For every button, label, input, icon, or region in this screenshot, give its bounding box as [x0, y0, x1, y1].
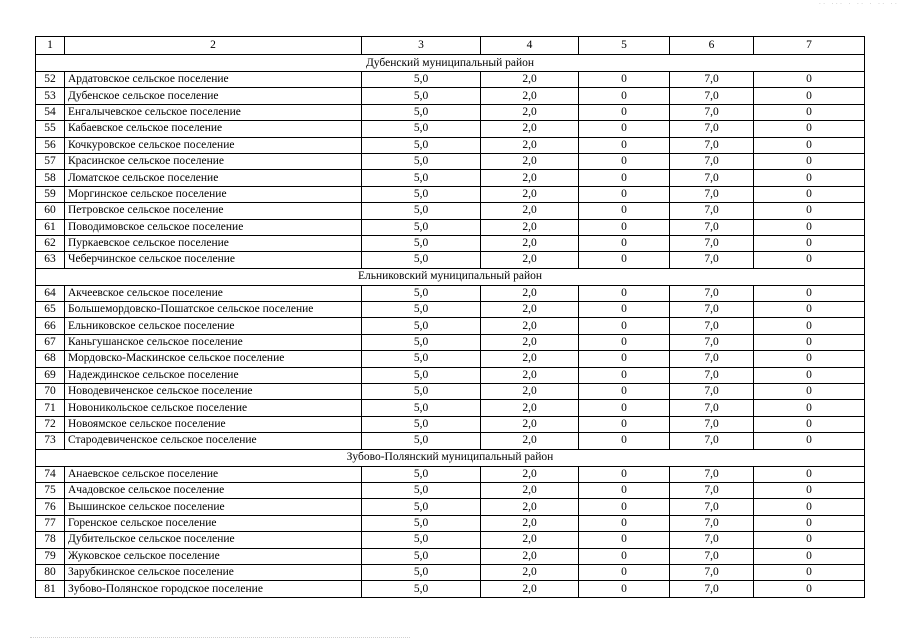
value-col-4: 2,0 [481, 219, 579, 235]
value-col-7: 0 [754, 564, 865, 580]
value-col-7: 0 [754, 384, 865, 400]
value-col-4: 2,0 [481, 466, 579, 482]
value-col-5: 0 [579, 548, 670, 564]
row-number: 69 [36, 367, 65, 383]
settlement-name: Жуковское сельское поселение [65, 548, 362, 564]
value-col-5: 0 [579, 219, 670, 235]
table-row [36, 104, 865, 120]
column-header-5: 5 [579, 37, 670, 55]
table-row [36, 121, 865, 137]
value-col-4: 2,0 [481, 318, 579, 334]
value-col-6: 7,0 [670, 153, 754, 169]
settlement-name: Моргинское сельское поселение [65, 186, 362, 202]
value-col-5: 0 [579, 400, 670, 416]
row-number: 77 [36, 515, 65, 531]
column-header-1: 1 [36, 37, 65, 55]
value-col-4: 2,0 [481, 548, 579, 564]
value-col-3: 5,0 [362, 137, 481, 153]
table-row [36, 153, 865, 169]
value-col-5: 0 [579, 203, 670, 219]
table-row [36, 532, 865, 548]
table-row [36, 318, 865, 334]
value-col-5: 0 [579, 515, 670, 531]
row-number: 53 [36, 88, 65, 104]
value-col-3: 5,0 [362, 88, 481, 104]
value-col-7: 0 [754, 170, 865, 186]
row-number: 63 [36, 252, 65, 268]
settlement-name: Ломатское сельское поселение [65, 170, 362, 186]
settlement-name: Надеждинское сельское поселение [65, 367, 362, 383]
value-col-7: 0 [754, 482, 865, 498]
district-header-row [36, 55, 865, 72]
value-col-7: 0 [754, 137, 865, 153]
settlement-name: Анаевское сельское поселение [65, 466, 362, 482]
value-col-4: 2,0 [481, 121, 579, 137]
table-row [36, 170, 865, 186]
scan-artifact-line [30, 636, 410, 638]
value-col-7: 0 [754, 203, 865, 219]
value-col-4: 2,0 [481, 285, 579, 301]
row-number: 67 [36, 334, 65, 350]
value-col-7: 0 [754, 235, 865, 251]
value-col-3: 5,0 [362, 318, 481, 334]
table-row [36, 72, 865, 88]
value-col-3: 5,0 [362, 203, 481, 219]
row-number: 71 [36, 400, 65, 416]
settlement-name: Новоникольское сельское поселение [65, 400, 362, 416]
value-col-3: 5,0 [362, 532, 481, 548]
value-col-7: 0 [754, 433, 865, 449]
settlement-name: Зарубкинское сельское поселение [65, 564, 362, 580]
value-col-3: 5,0 [362, 302, 481, 318]
value-col-6: 7,0 [670, 318, 754, 334]
value-col-5: 0 [579, 367, 670, 383]
value-col-7: 0 [754, 252, 865, 268]
value-col-6: 7,0 [670, 515, 754, 531]
settlement-name: Дубительское сельское поселение [65, 532, 362, 548]
value-col-5: 0 [579, 499, 670, 515]
value-col-4: 2,0 [481, 416, 579, 432]
value-col-3: 5,0 [362, 416, 481, 432]
value-col-5: 0 [579, 564, 670, 580]
value-col-4: 2,0 [481, 88, 579, 104]
settlement-name: Новодевиченское сельское поселение [65, 384, 362, 400]
row-number: 56 [36, 137, 65, 153]
value-col-6: 7,0 [670, 367, 754, 383]
row-number: 79 [36, 548, 65, 564]
value-col-5: 0 [579, 466, 670, 482]
value-col-3: 5,0 [362, 186, 481, 202]
settlement-name: Чеберчинское сельское поселение [65, 252, 362, 268]
value-col-4: 2,0 [481, 482, 579, 498]
settlement-name: Поводимовское сельское поселение [65, 219, 362, 235]
row-number: 81 [36, 581, 65, 597]
value-col-6: 7,0 [670, 203, 754, 219]
settlement-name: Красинское сельское поселение [65, 153, 362, 169]
value-col-5: 0 [579, 302, 670, 318]
header-row [36, 37, 865, 55]
district-title: Зубово-Полянский муниципальный район [36, 449, 865, 466]
value-col-6: 7,0 [670, 235, 754, 251]
row-number: 74 [36, 466, 65, 482]
table-row [36, 285, 865, 301]
value-col-3: 5,0 [362, 564, 481, 580]
value-col-4: 2,0 [481, 252, 579, 268]
value-col-4: 2,0 [481, 515, 579, 531]
row-number: 70 [36, 384, 65, 400]
value-col-5: 0 [579, 186, 670, 202]
value-col-5: 0 [579, 532, 670, 548]
settlement-name: Большемордовско-Пошатское сельское поселение [65, 302, 362, 318]
value-col-4: 2,0 [481, 384, 579, 400]
value-col-6: 7,0 [670, 400, 754, 416]
value-col-3: 5,0 [362, 121, 481, 137]
value-col-5: 0 [579, 482, 670, 498]
table-row [36, 252, 865, 268]
value-col-6: 7,0 [670, 285, 754, 301]
value-col-7: 0 [754, 153, 865, 169]
settlement-name: Дубенское сельское поселение [65, 88, 362, 104]
value-col-6: 7,0 [670, 170, 754, 186]
column-header-6: 6 [670, 37, 754, 55]
value-col-7: 0 [754, 302, 865, 318]
value-col-3: 5,0 [362, 285, 481, 301]
district-title: Ельниковский муниципальный район [36, 268, 865, 285]
value-col-4: 2,0 [481, 137, 579, 153]
value-col-7: 0 [754, 121, 865, 137]
table-row [36, 515, 865, 531]
table-row [36, 581, 865, 597]
table-row [36, 351, 865, 367]
row-number: 76 [36, 499, 65, 515]
value-col-6: 7,0 [670, 499, 754, 515]
table-row [36, 302, 865, 318]
district-header-row [36, 268, 865, 285]
value-col-3: 5,0 [362, 170, 481, 186]
row-number: 66 [36, 318, 65, 334]
value-col-4: 2,0 [481, 564, 579, 580]
value-col-4: 2,0 [481, 367, 579, 383]
table-row [36, 416, 865, 432]
value-col-4: 2,0 [481, 334, 579, 350]
table-row [36, 400, 865, 416]
value-col-7: 0 [754, 351, 865, 367]
value-col-3: 5,0 [362, 252, 481, 268]
row-number: 78 [36, 532, 65, 548]
value-col-6: 7,0 [670, 104, 754, 120]
value-col-4: 2,0 [481, 235, 579, 251]
row-number: 57 [36, 153, 65, 169]
value-col-7: 0 [754, 186, 865, 202]
value-col-4: 2,0 [481, 170, 579, 186]
value-col-4: 2,0 [481, 532, 579, 548]
value-col-7: 0 [754, 285, 865, 301]
value-col-5: 0 [579, 72, 670, 88]
settlement-name: Акчеевское сельское поселение [65, 285, 362, 301]
value-col-3: 5,0 [362, 466, 481, 482]
row-number: 59 [36, 186, 65, 202]
row-number: 72 [36, 416, 65, 432]
value-col-3: 5,0 [362, 104, 481, 120]
table-row [36, 367, 865, 383]
value-col-7: 0 [754, 334, 865, 350]
value-col-5: 0 [579, 581, 670, 597]
value-col-4: 2,0 [481, 203, 579, 219]
row-number: 60 [36, 203, 65, 219]
row-number: 54 [36, 104, 65, 120]
value-col-7: 0 [754, 466, 865, 482]
row-number: 64 [36, 285, 65, 301]
value-col-5: 0 [579, 104, 670, 120]
settlement-name: Стародевиченское сельское поселение [65, 433, 362, 449]
value-col-5: 0 [579, 384, 670, 400]
value-col-5: 0 [579, 153, 670, 169]
row-number: 52 [36, 72, 65, 88]
value-col-6: 7,0 [670, 186, 754, 202]
value-col-6: 7,0 [670, 416, 754, 432]
value-col-3: 5,0 [362, 367, 481, 383]
table-row [36, 482, 865, 498]
value-col-4: 2,0 [481, 153, 579, 169]
value-col-6: 7,0 [670, 548, 754, 564]
table-row [36, 219, 865, 235]
table-row [36, 334, 865, 350]
value-col-6: 7,0 [670, 466, 754, 482]
value-col-6: 7,0 [670, 384, 754, 400]
value-col-4: 2,0 [481, 433, 579, 449]
value-col-4: 2,0 [481, 499, 579, 515]
value-col-3: 5,0 [362, 400, 481, 416]
value-col-3: 5,0 [362, 581, 481, 597]
row-number: 80 [36, 564, 65, 580]
row-number: 62 [36, 235, 65, 251]
value-col-3: 5,0 [362, 235, 481, 251]
value-col-5: 0 [579, 235, 670, 251]
value-col-3: 5,0 [362, 499, 481, 515]
value-col-5: 0 [579, 318, 670, 334]
settlement-name: Петровское сельское поселение [65, 203, 362, 219]
value-col-3: 5,0 [362, 433, 481, 449]
row-number: 65 [36, 302, 65, 318]
table-row [36, 564, 865, 580]
value-col-6: 7,0 [670, 564, 754, 580]
table-row [36, 548, 865, 564]
settlement-name: Ельниковское сельское поселение [65, 318, 362, 334]
value-col-5: 0 [579, 433, 670, 449]
value-col-5: 0 [579, 351, 670, 367]
value-col-6: 7,0 [670, 532, 754, 548]
value-col-6: 7,0 [670, 433, 754, 449]
value-col-5: 0 [579, 170, 670, 186]
value-col-6: 7,0 [670, 72, 754, 88]
settlement-name: Кабаевское сельское поселение [65, 121, 362, 137]
value-col-3: 5,0 [362, 219, 481, 235]
settlement-name: Каньгушанское сельское поселение [65, 334, 362, 350]
table-row [36, 235, 865, 251]
row-number: 75 [36, 482, 65, 498]
value-col-6: 7,0 [670, 88, 754, 104]
value-col-3: 5,0 [362, 384, 481, 400]
district-title: Дубенский муниципальный район [36, 55, 865, 72]
value-col-7: 0 [754, 318, 865, 334]
table-row [36, 384, 865, 400]
value-col-5: 0 [579, 285, 670, 301]
value-col-4: 2,0 [481, 104, 579, 120]
value-col-7: 0 [754, 416, 865, 432]
value-col-4: 2,0 [481, 581, 579, 597]
value-col-3: 5,0 [362, 72, 481, 88]
value-col-7: 0 [754, 104, 865, 120]
value-col-6: 7,0 [670, 219, 754, 235]
settlement-name: Пуркаевское сельское поселение [65, 235, 362, 251]
district-header-row [36, 449, 865, 466]
table-row [36, 499, 865, 515]
settlements-table [35, 36, 865, 598]
value-col-6: 7,0 [670, 581, 754, 597]
value-col-6: 7,0 [670, 334, 754, 350]
table-row [36, 137, 865, 153]
value-col-7: 0 [754, 400, 865, 416]
value-col-3: 5,0 [362, 351, 481, 367]
value-col-7: 0 [754, 581, 865, 597]
value-col-6: 7,0 [670, 121, 754, 137]
value-col-5: 0 [579, 121, 670, 137]
row-number: 58 [36, 170, 65, 186]
value-col-4: 2,0 [481, 72, 579, 88]
settlement-name: Зубово-Полянское городское поселение [65, 581, 362, 597]
value-col-7: 0 [754, 72, 865, 88]
value-col-3: 5,0 [362, 482, 481, 498]
row-number: 61 [36, 219, 65, 235]
settlement-name: Ардатовское сельское поселение [65, 72, 362, 88]
value-col-5: 0 [579, 137, 670, 153]
value-col-4: 2,0 [481, 351, 579, 367]
value-col-3: 5,0 [362, 548, 481, 564]
column-header-3: 3 [362, 37, 481, 55]
value-col-3: 5,0 [362, 153, 481, 169]
settlement-name: Вышинское сельское поселение [65, 499, 362, 515]
value-col-4: 2,0 [481, 400, 579, 416]
value-col-7: 0 [754, 515, 865, 531]
table-row [36, 203, 865, 219]
value-col-6: 7,0 [670, 482, 754, 498]
value-col-5: 0 [579, 416, 670, 432]
value-col-6: 7,0 [670, 137, 754, 153]
settlement-name: Горенское сельское поселение [65, 515, 362, 531]
value-col-3: 5,0 [362, 334, 481, 350]
table-row [36, 466, 865, 482]
table-row [36, 88, 865, 104]
table-body [36, 37, 865, 598]
value-col-6: 7,0 [670, 302, 754, 318]
value-col-7: 0 [754, 532, 865, 548]
settlement-name: Кочкуровское сельское поселение [65, 137, 362, 153]
row-number: 68 [36, 351, 65, 367]
value-col-7: 0 [754, 367, 865, 383]
value-col-5: 0 [579, 252, 670, 268]
column-header-4: 4 [481, 37, 579, 55]
value-col-7: 0 [754, 88, 865, 104]
table-row [36, 433, 865, 449]
value-col-6: 7,0 [670, 351, 754, 367]
value-col-3: 5,0 [362, 515, 481, 531]
value-col-7: 0 [754, 219, 865, 235]
settlement-name: Енгалычевское сельское поселение [65, 104, 362, 120]
value-col-6: 7,0 [670, 252, 754, 268]
settlement-name: Мордовско-Маскинское сельское поселение [65, 351, 362, 367]
value-col-7: 0 [754, 548, 865, 564]
table-row [36, 186, 865, 202]
row-number: 73 [36, 433, 65, 449]
value-col-4: 2,0 [481, 302, 579, 318]
settlement-name: Новоямское сельское поселение [65, 416, 362, 432]
value-col-4: 2,0 [481, 186, 579, 202]
row-number: 55 [36, 121, 65, 137]
column-header-7: 7 [754, 37, 865, 55]
column-header-2: 2 [65, 37, 362, 55]
scan-artifact-marks: ·· ··· · ·· · ·· ·· [818, 0, 899, 8]
value-col-5: 0 [579, 88, 670, 104]
value-col-7: 0 [754, 499, 865, 515]
settlement-name: Ачадовское сельское поселение [65, 482, 362, 498]
value-col-5: 0 [579, 334, 670, 350]
